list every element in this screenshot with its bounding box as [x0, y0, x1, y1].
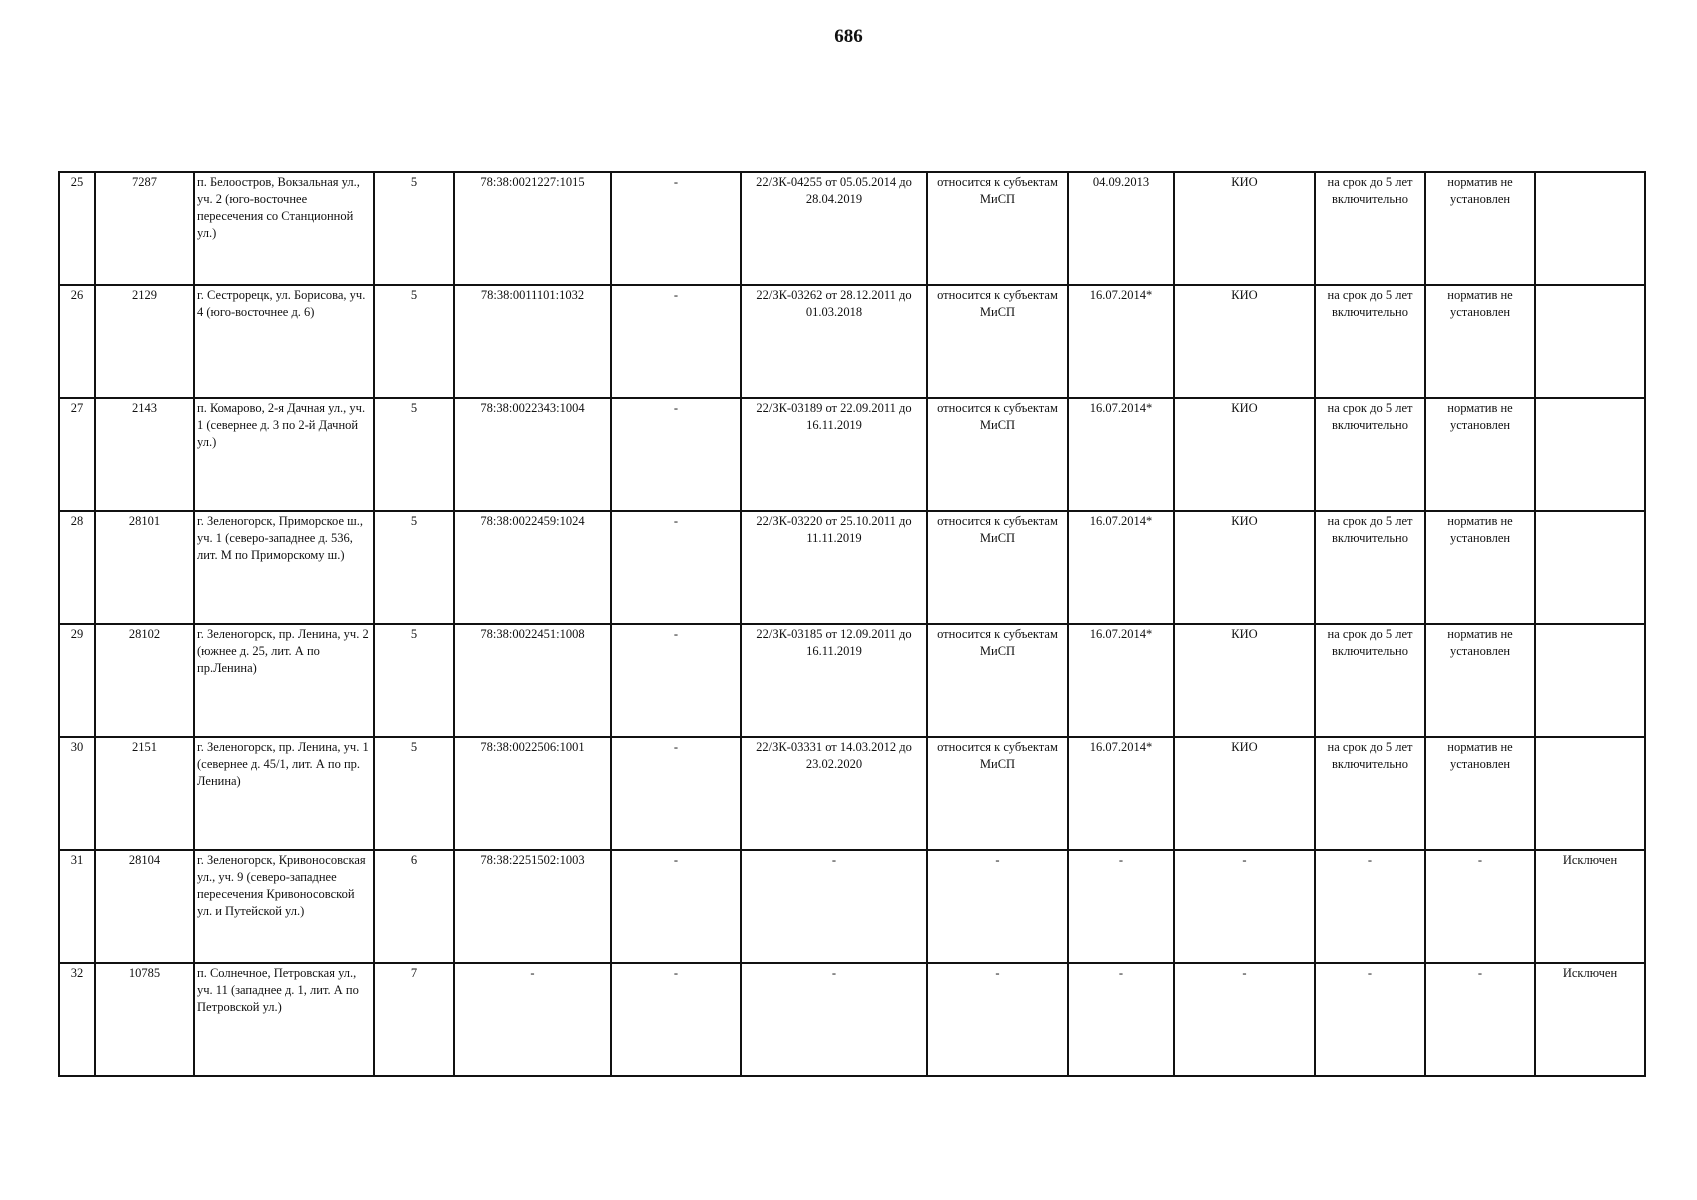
category-cell: относится к субъектам МиСП [927, 737, 1068, 850]
date-cell: 04.09.2013 [1068, 172, 1174, 285]
column-4-cell: 5 [374, 624, 454, 737]
date-cell: 16.07.2014* [1068, 511, 1174, 624]
organization-cell: - [1174, 850, 1315, 963]
address-cell: г. Зеленогорск, Приморское ш., уч. 1 (северо-западнее д. 536, лит. М по Приморскому ш.) [194, 511, 374, 624]
organization-cell: КИО [1174, 172, 1315, 285]
contract-cell: 22/ЗК-04255 от 05.05.2014 до 28.04.2019 [741, 172, 927, 285]
column-4-cell: 5 [374, 172, 454, 285]
norm-cell: норматив не установлен [1425, 737, 1535, 850]
date-cell: 16.07.2014* [1068, 285, 1174, 398]
row-number-cell: 26 [59, 285, 95, 398]
note-cell: Исключен [1535, 850, 1645, 963]
term-cell: на срок до 5 лет включительно [1315, 511, 1425, 624]
row-number-cell: 32 [59, 963, 95, 1076]
note-cell [1535, 285, 1645, 398]
term-cell: на срок до 5 лет включительно [1315, 624, 1425, 737]
term-cell: - [1315, 963, 1425, 1076]
date-cell: 16.07.2014* [1068, 737, 1174, 850]
cadastral-number-cell: 78:38:0022506:1001 [454, 737, 611, 850]
norm-cell: норматив не установлен [1425, 172, 1535, 285]
row-number-cell: 30 [59, 737, 95, 850]
column-6-cell: - [611, 850, 741, 963]
term-cell: - [1315, 850, 1425, 963]
note-cell [1535, 737, 1645, 850]
registry-rows [59, 172, 1645, 1076]
column-6-cell: - [611, 963, 741, 1076]
column-4-cell: 5 [374, 737, 454, 850]
column-4-cell: 5 [374, 398, 454, 511]
table-row [59, 285, 1645, 398]
object-id-cell: 2151 [95, 737, 194, 850]
object-id-cell: 2129 [95, 285, 194, 398]
note-cell [1535, 511, 1645, 624]
contract-cell: - [741, 963, 927, 1076]
norm-cell: норматив не установлен [1425, 285, 1535, 398]
address-cell: п. Комарово, 2-я Дачная ул., уч. 1 (севернее д. 3 по 2-й Дачной ул.) [194, 398, 374, 511]
contract-cell: 22/ЗК-03220 от 25.10.2011 до 11.11.2019 [741, 511, 927, 624]
term-cell: на срок до 5 лет включительно [1315, 737, 1425, 850]
table-row [59, 963, 1645, 1076]
note-cell [1535, 624, 1645, 737]
cadastral-number-cell: 78:38:0011101:1032 [454, 285, 611, 398]
address-cell: п. Солнечное, Петровская ул., уч. 11 (западнее д. 1, лит. А по Петровской ул.) [194, 963, 374, 1076]
note-cell [1535, 398, 1645, 511]
date-cell: - [1068, 850, 1174, 963]
note-cell: Исключен [1535, 963, 1645, 1076]
column-6-cell: - [611, 398, 741, 511]
contract-cell: 22/ЗК-03262 от 28.12.2011 до 01.03.2018 [741, 285, 927, 398]
organization-cell: КИО [1174, 511, 1315, 624]
term-cell: на срок до 5 лет включительно [1315, 172, 1425, 285]
object-id-cell: 2143 [95, 398, 194, 511]
row-number-cell: 25 [59, 172, 95, 285]
contract-cell: 22/ЗК-03185 от 12.09.2011 до 16.11.2019 [741, 624, 927, 737]
object-id-cell: 7287 [95, 172, 194, 285]
address-cell: г. Зеленогорск, пр. Ленина, уч. 1 (севернее д. 45/1, лит. А по пр. Ленина) [194, 737, 374, 850]
date-cell: 16.07.2014* [1068, 398, 1174, 511]
category-cell: относится к субъектам МиСП [927, 624, 1068, 737]
column-6-cell: - [611, 624, 741, 737]
term-cell: на срок до 5 лет включительно [1315, 285, 1425, 398]
object-id-cell: 28102 [95, 624, 194, 737]
object-id-cell: 10785 [95, 963, 194, 1076]
category-cell: относится к субъектам МиСП [927, 398, 1068, 511]
address-cell: г. Сестрорецк, ул. Борисова, уч. 4 (юго-восточнее д. 6) [194, 285, 374, 398]
page-number: 686 [834, 26, 863, 47]
table-row [59, 850, 1645, 963]
category-cell: относится к субъектам МиСП [927, 511, 1068, 624]
organization-cell: КИО [1174, 737, 1315, 850]
cadastral-number-cell: 78:38:0022343:1004 [454, 398, 611, 511]
column-6-cell: - [611, 285, 741, 398]
organization-cell: КИО [1174, 398, 1315, 511]
row-number-cell: 27 [59, 398, 95, 511]
table-row [59, 624, 1645, 737]
row-number-cell: 29 [59, 624, 95, 737]
address-cell: г. Зеленогорск, пр. Ленина, уч. 2 (южнее д. 25, лит. А по пр.Ленина) [194, 624, 374, 737]
organization-cell: КИО [1174, 624, 1315, 737]
column-4-cell: 7 [374, 963, 454, 1076]
date-cell: 16.07.2014* [1068, 624, 1174, 737]
column-6-cell: - [611, 511, 741, 624]
column-4-cell: 6 [374, 850, 454, 963]
organization-cell: КИО [1174, 285, 1315, 398]
cadastral-number-cell: 78:38:0021227:1015 [454, 172, 611, 285]
contract-cell: 22/ЗК-03331 от 14.03.2012 до 23.02.2020 [741, 737, 927, 850]
row-number-cell: 31 [59, 850, 95, 963]
date-cell: - [1068, 963, 1174, 1076]
table-row [59, 511, 1645, 624]
row-number-cell: 28 [59, 511, 95, 624]
category-cell: относится к субъектам МиСП [927, 285, 1068, 398]
column-4-cell: 5 [374, 285, 454, 398]
address-cell: г. Зеленогорск, Кривоносовская ул., уч. 9 (северо-западнее пересечения Кривоносовской ул. и Путейской ул.) [194, 850, 374, 963]
registry-table [58, 171, 1646, 1077]
object-id-cell: 28101 [95, 511, 194, 624]
norm-cell: - [1425, 963, 1535, 1076]
norm-cell: норматив не установлен [1425, 398, 1535, 511]
table-row [59, 737, 1645, 850]
category-cell: относится к субъектам МиСП [927, 172, 1068, 285]
organization-cell: - [1174, 963, 1315, 1076]
column-6-cell: - [611, 737, 741, 850]
address-cell: п. Белоостров, Вокзальная ул., уч. 2 (юго-восточнее пересечения со Станционной ул.) [194, 172, 374, 285]
contract-cell: - [741, 850, 927, 963]
contract-cell: 22/ЗК-03189 от 22.09.2011 до 16.11.2019 [741, 398, 927, 511]
column-6-cell: - [611, 172, 741, 285]
category-cell: - [927, 963, 1068, 1076]
object-id-cell: 28104 [95, 850, 194, 963]
norm-cell: норматив не установлен [1425, 624, 1535, 737]
term-cell: на срок до 5 лет включительно [1315, 398, 1425, 511]
norm-cell: норматив не установлен [1425, 511, 1535, 624]
note-cell [1535, 172, 1645, 285]
category-cell: - [927, 850, 1068, 963]
table-row [59, 172, 1645, 285]
cadastral-number-cell: 78:38:0022451:1008 [454, 624, 611, 737]
cadastral-number-cell: 78:38:0022459:1024 [454, 511, 611, 624]
norm-cell: - [1425, 850, 1535, 963]
column-4-cell: 5 [374, 511, 454, 624]
cadastral-number-cell: - [454, 963, 611, 1076]
cadastral-number-cell: 78:38:2251502:1003 [454, 850, 611, 963]
table-row [59, 398, 1645, 511]
